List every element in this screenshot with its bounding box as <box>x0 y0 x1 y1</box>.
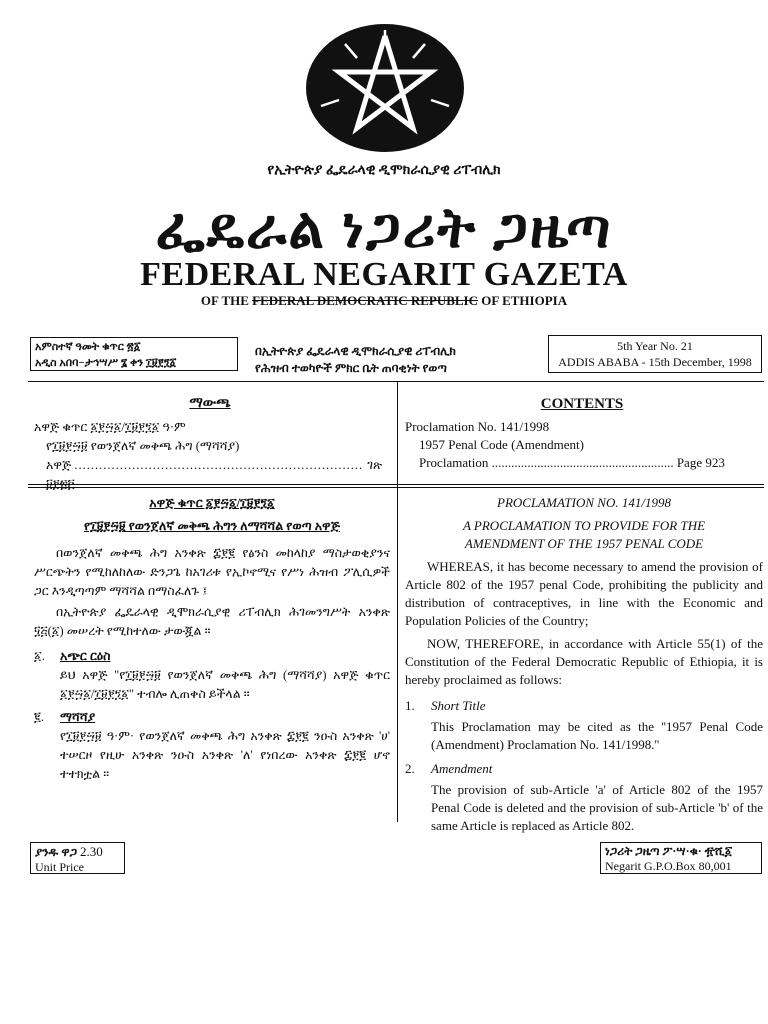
amharic-body <box>34 494 390 784</box>
amharic-country-name: የኢትዮጵያ ፌዴራላዊ ዲሞክራሲያዊ ሪፐብሊክ <box>267 163 501 178</box>
gazette-subtitle <box>0 293 768 309</box>
enactment-clause: NOW, THEREFORE, in accordance with Article 55(1) of the Constitution of the Federal Democratic Republic of Ethiopia, it is hereby proclaimed as follows: <box>405 636 763 687</box>
issue-amharic-line1: አምስተኛ ዓመት ቁጥር ፳፩ <box>35 341 141 353</box>
issue-english-box <box>548 335 762 373</box>
amharic-gazette-title: ፌዴራል ነጋሪት ጋዜጣ <box>155 198 613 260</box>
amharic-item-1-number: ፩. <box>34 649 45 663</box>
amharic-proclamation-title: የ፲፱፻፵፱ የወንጀለኛ መቅጫ ሕግን ለማሻሻል የወጣ አዋጅ <box>84 519 340 533</box>
article-2-title: Amendment <box>431 761 493 776</box>
contents-amharic-line1: አዋጅ ቁጥር ፩፻፵፩/፲፱፻፺፩ ዓ·ም <box>34 420 186 434</box>
contents-amharic-line2: የ፲፱፻፵፱ የወንጀለኛ መቅጫ ሕግ (ማሻሻያ) <box>46 439 240 453</box>
contents-english-page: Page 923 <box>676 455 725 470</box>
amharic-item-2-title: ማሻሻያ <box>60 710 96 724</box>
unit-price-label: Unit Price <box>35 860 84 874</box>
issue-authority <box>255 343 545 377</box>
amharic-item-2-text: የ፲፱፻፵፱ ዓ·ም· የወንጀለኛ መቅጫ ሕግ አንቀጽ ፰፻፪ ንዑስ አንቀጽ 'ሀ' ተሠርዞ የዚሁ አንቀጽ ንዑስ አንቀጽ 'ለ' የነበረው አንቀጽ ፰፻፪ ሆኖ ተተክቷል ። <box>60 729 390 781</box>
contents-amharic-heading: ማውጫ <box>189 396 231 411</box>
contents-english-line2: 1957 Penal Code (Amendment) <box>419 437 584 452</box>
unit-price-box <box>30 842 125 874</box>
article-2-number: 2. <box>405 761 415 776</box>
divider-top <box>28 381 764 382</box>
article-2-text: The provision of sub-Article 'a' of Article 802 of the 1957 Penal Code is deleted and the provision of sub-Article 'b' of the same Article is replaced as Article 802. <box>431 782 763 833</box>
issue-authority-line2: የሕዝብ ተወካዮች ምክር ቤት ጠባቂነት የወጣ <box>255 361 447 375</box>
contents-amharic-label: አዋጅ <box>46 458 72 472</box>
amharic-proclamation-number: አዋጅ ቁጥር ፩፻፵፩/፲፱፻፺፩ <box>149 496 275 510</box>
po-box-amharic: ነጋሪት ጋዜጣ ፖ·ሣ·ቁ· ፹ሺ፩ <box>605 844 733 858</box>
proclamation-number: PROCLAMATION NO. 141/1998 <box>497 495 671 510</box>
amharic-enactment: በኢትዮጵያ ፌዴራላዊ ዲሞክራሲያዊ ሪፐብሊክ ሕገመንግሥት አንቀጽ ፶፭(፩) መሠረት የሚከተለው ታውጇል ። <box>34 605 390 638</box>
subtitle-struck: FEDERAL DEMOCRATIC REPUBLIC <box>252 293 479 308</box>
amharic-item-1-title: አጭር ርዕስ <box>60 649 111 663</box>
contents-english-line3: Proclamation ........................................................ Page 923 <box>419 455 725 470</box>
subtitle-suffix: OF ETHIOPIA <box>478 293 568 308</box>
unit-price-value: 2.30 <box>80 844 103 859</box>
po-box-label: Negarit G.P.O.Box 80,001 <box>605 859 732 873</box>
issue-date: ADDIS ABABA - 15th December, 1998 <box>558 355 752 369</box>
amharic-item-2-number: ፪. <box>34 710 44 724</box>
po-box <box>600 842 762 874</box>
article-1-title: Short Title <box>431 698 486 713</box>
proclamation-title: A PROCLAMATION TO PROVIDE FOR THE AMENDMENT OF THE 1957 PENAL CODE <box>462 518 706 551</box>
amharic-item-2 <box>34 708 390 784</box>
article-2 <box>405 760 763 835</box>
english-body <box>405 494 763 835</box>
gazette-title: FEDERAL NEGARIT GAZETA <box>140 256 628 293</box>
contents-english-line1: Proclamation No. 141/1998 <box>405 419 550 434</box>
subtitle-prefix: OF THE <box>200 293 253 308</box>
contents-heading: CONTENTS <box>540 396 624 412</box>
issue-amharic-line2: አዲስ አበባ−ታኅሣሥ ፮ ቀን ፲፱፻፺፩ <box>35 357 177 369</box>
issue-authority-line1: በኢትዮጵያ ፌዴራላዊ ዲሞክራሲያዊ ሪፐብሊክ <box>255 344 456 358</box>
contents-english-list <box>405 418 763 472</box>
ethiopian-star-emblem-icon <box>305 22 465 154</box>
article-1-text: This Proclamation may be cited as the ''1957 Penal Code (Amendment) Proclamation No. 141/1998.'' <box>431 719 763 752</box>
column-divider <box>397 382 398 822</box>
amharic-item-1-text: ይህ አዋጅ "የ፲፱፻፵፱ የወንጀለኛ መቅጫ ሕግ (ማሻሻያ) አዋጅ ቁጥር ፩፻፵፩/፲፱፻፺፩" ተብሎ ሊጠቀስ ይችላል ። <box>60 668 390 701</box>
contents-amharic-list <box>34 418 390 494</box>
unit-price-amharic-row <box>35 844 120 860</box>
contents-amharic-line3: አዋጅ ...................................................................... ገጽ ፱፻፳፫ <box>46 458 383 491</box>
issue-year-number: 5th Year No. 21 <box>617 339 693 353</box>
contents-amharic-page: ገጽ ፱፻፳፫ <box>46 458 383 491</box>
article-1 <box>405 697 763 754</box>
preamble: WHEREAS, it has become necessary to amend the provision of Article 802 of the 1957 penal Code, prohibiting the publicity and distribution of contraceptives, in line with the Economic and Population Policies of the Country; <box>405 559 763 628</box>
contents-english-label: Proclamation <box>419 455 489 470</box>
unit-price-amharic: ያንዱ ዋጋ <box>35 845 77 859</box>
article-1-number: 1. <box>405 698 415 713</box>
amharic-preamble: በወንጀለኛ መቅጫ ሕግ አንቀጽ ፰፻፪ የፅንስ መከላከያ ማስታወቂያንና ሥርጭትን የሚከለከለው ድንጋጌ ከአገሪቱ የኢኮኖሚና የሥነ ሕዝብ ፖሊሲዎች ጋር እንዲጣጣም ማሻሻል በማስፈለጉ ፤ <box>34 546 390 598</box>
amharic-item-1 <box>34 647 390 704</box>
issue-amharic-box <box>30 337 238 371</box>
